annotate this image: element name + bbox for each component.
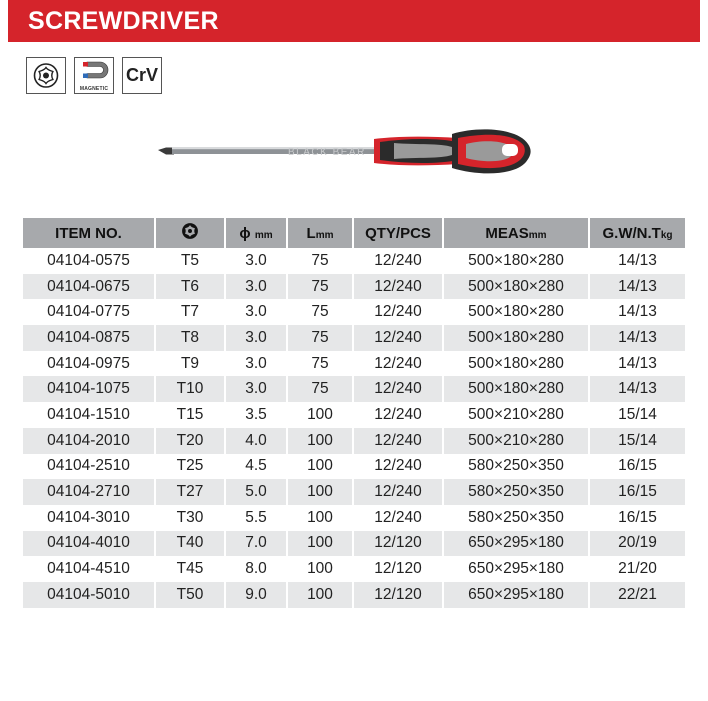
cell-qty: 12/240 — [353, 248, 443, 274]
cell-length: 75 — [287, 299, 353, 325]
cell-meas: 500×180×280 — [443, 274, 589, 300]
cell-qty: 12/240 — [353, 376, 443, 402]
cell-diameter: 5.5 — [225, 505, 287, 531]
table-row — [23, 428, 685, 454]
meas-label: MEAS — [485, 224, 529, 242]
weight-unit: kg — [660, 229, 673, 241]
cell-weight: 14/13 — [589, 274, 685, 300]
crv-badge — [122, 57, 162, 94]
cell-tip: T20 — [155, 428, 225, 454]
cell-tip: T15 — [155, 402, 225, 428]
cell-weight: 14/13 — [589, 248, 685, 274]
table-row — [23, 505, 685, 531]
cell-meas: 500×180×280 — [443, 299, 589, 325]
cell-weight: 20/19 — [589, 531, 685, 557]
cell-item-no: 04104-5010 — [23, 582, 155, 608]
cell-weight: 14/13 — [589, 299, 685, 325]
cell-meas: 580×250×350 — [443, 479, 589, 505]
cell-tip: T45 — [155, 556, 225, 582]
cell-qty: 12/240 — [353, 454, 443, 480]
cell-item-no: 04104-1510 — [23, 402, 155, 428]
cell-diameter: 3.0 — [225, 299, 287, 325]
cell-tip: T6 — [155, 274, 225, 300]
cell-diameter: 5.0 — [225, 479, 287, 505]
header-length — [287, 218, 353, 248]
cell-item-no: 04104-2710 — [23, 479, 155, 505]
cell-qty: 12/240 — [353, 274, 443, 300]
cell-meas: 500×180×280 — [443, 376, 589, 402]
cell-diameter: 3.0 — [225, 325, 287, 351]
header-diameter — [225, 218, 287, 248]
torx-icon — [181, 222, 199, 240]
meas-unit: mm — [528, 229, 547, 241]
magnet-icon — [75, 58, 113, 86]
cell-diameter: 7.0 — [225, 531, 287, 557]
cell-meas: 580×250×350 — [443, 454, 589, 480]
table-row — [23, 454, 685, 480]
cell-meas: 650×295×180 — [443, 556, 589, 582]
cell-qty: 12/240 — [353, 299, 443, 325]
table-header-row — [23, 218, 685, 248]
cell-weight: 22/21 — [589, 582, 685, 608]
table-row — [23, 325, 685, 351]
cell-qty: 12/120 — [353, 582, 443, 608]
table-row — [23, 556, 685, 582]
cell-diameter: 4.0 — [225, 428, 287, 454]
cell-weight: 14/13 — [589, 351, 685, 377]
cell-length: 75 — [287, 248, 353, 274]
table-row — [23, 479, 685, 505]
length-symbol: L — [306, 224, 316, 242]
cell-meas: 500×180×280 — [443, 248, 589, 274]
cell-item-no: 04104-4010 — [23, 531, 155, 557]
cell-tip: T25 — [155, 454, 225, 480]
cell-diameter: 3.0 — [225, 351, 287, 377]
cell-length: 75 — [287, 376, 353, 402]
cell-length: 100 — [287, 428, 353, 454]
cell-meas: 650×295×180 — [443, 582, 589, 608]
title-banner — [8, 0, 700, 42]
cell-item-no: 04104-4510 — [23, 556, 155, 582]
cell-meas: 580×250×350 — [443, 505, 589, 531]
cell-diameter: 3.0 — [225, 376, 287, 402]
cell-tip: T40 — [155, 531, 225, 557]
cell-qty: 12/240 — [353, 325, 443, 351]
cell-qty: 12/240 — [353, 505, 443, 531]
cell-tip: T7 — [155, 299, 225, 325]
cell-weight: 16/15 — [589, 479, 685, 505]
table-row — [23, 582, 685, 608]
screwdriver-icon — [158, 124, 533, 180]
cell-tip: T9 — [155, 351, 225, 377]
cell-meas: 650×295×180 — [443, 531, 589, 557]
table-row — [23, 299, 685, 325]
cell-item-no: 04104-0875 — [23, 325, 155, 351]
table-row — [23, 531, 685, 557]
length-unit: mm — [315, 229, 334, 241]
cell-qty: 12/240 — [353, 402, 443, 428]
cell-item-no: 04104-0775 — [23, 299, 155, 325]
cell-tip: T50 — [155, 582, 225, 608]
cell-length: 100 — [287, 479, 353, 505]
cell-weight: 16/15 — [589, 505, 685, 531]
cell-tip: T27 — [155, 479, 225, 505]
cell-weight: 14/13 — [589, 376, 685, 402]
cell-item-no: 04104-3010 — [23, 505, 155, 531]
table-row — [23, 376, 685, 402]
header-tip — [155, 218, 225, 248]
cell-meas: 500×180×280 — [443, 351, 589, 377]
spec-table-body — [23, 248, 685, 608]
cell-diameter: 3.0 — [225, 248, 287, 274]
cell-diameter: 9.0 — [225, 582, 287, 608]
cell-qty: 12/240 — [353, 479, 443, 505]
weight-label: G.W/N.T — [602, 224, 661, 242]
magnetic-badge — [74, 57, 114, 94]
cell-meas: 500×180×280 — [443, 325, 589, 351]
cell-tip: T8 — [155, 325, 225, 351]
crv-label: CrV — [125, 65, 158, 85]
spec-table — [23, 218, 685, 608]
brand-text: BLACK BEAR — [288, 147, 366, 158]
cell-qty: 12/120 — [353, 531, 443, 557]
cell-length: 100 — [287, 402, 353, 428]
cell-tip: T30 — [155, 505, 225, 531]
cell-qty: 12/240 — [353, 351, 443, 377]
cell-length: 75 — [287, 274, 353, 300]
cell-diameter: 3.0 — [225, 274, 287, 300]
cell-length: 75 — [287, 325, 353, 351]
cell-length: 100 — [287, 454, 353, 480]
cell-diameter: 4.5 — [225, 454, 287, 480]
cell-item-no: 04104-0675 — [23, 274, 155, 300]
cell-length: 100 — [287, 531, 353, 557]
header-item-no: ITEM NO. — [23, 218, 155, 248]
cell-weight: 21/20 — [589, 556, 685, 582]
table-row — [23, 274, 685, 300]
cell-diameter: 8.0 — [225, 556, 287, 582]
header-qty: QTY/PCS — [353, 218, 443, 248]
cell-weight: 14/13 — [589, 325, 685, 351]
cell-meas: 500×210×280 — [443, 428, 589, 454]
torx-icon — [27, 58, 65, 93]
header-meas — [443, 218, 589, 248]
cell-length: 75 — [287, 351, 353, 377]
cell-item-no: 04104-2010 — [23, 428, 155, 454]
cell-item-no: 04104-0575 — [23, 248, 155, 274]
cell-tip: T5 — [155, 248, 225, 274]
cell-length: 100 — [287, 556, 353, 582]
table-row — [23, 248, 685, 274]
cell-weight: 15/14 — [589, 402, 685, 428]
header-weight — [589, 218, 685, 248]
cell-length: 100 — [287, 505, 353, 531]
cell-meas: 500×210×280 — [443, 402, 589, 428]
torx-badge — [26, 57, 66, 94]
cell-item-no: 04104-2510 — [23, 454, 155, 480]
cell-weight: 16/15 — [589, 454, 685, 480]
magnetic-label: MAGNETIC — [79, 86, 109, 92]
table-row — [23, 402, 685, 428]
cell-diameter: 3.5 — [225, 402, 287, 428]
diameter-unit: mm — [254, 229, 273, 241]
cell-weight: 15/14 — [589, 428, 685, 454]
cell-length: 100 — [287, 582, 353, 608]
diameter-symbol: ϕ — [239, 224, 251, 242]
cell-qty: 12/120 — [353, 556, 443, 582]
cell-tip: T10 — [155, 376, 225, 402]
page-title: SCREWDRIVER — [28, 7, 219, 35]
cell-qty: 12/240 — [353, 428, 443, 454]
cell-item-no: 04104-0975 — [23, 351, 155, 377]
cell-item-no: 04104-1075 — [23, 376, 155, 402]
table-row — [23, 351, 685, 377]
